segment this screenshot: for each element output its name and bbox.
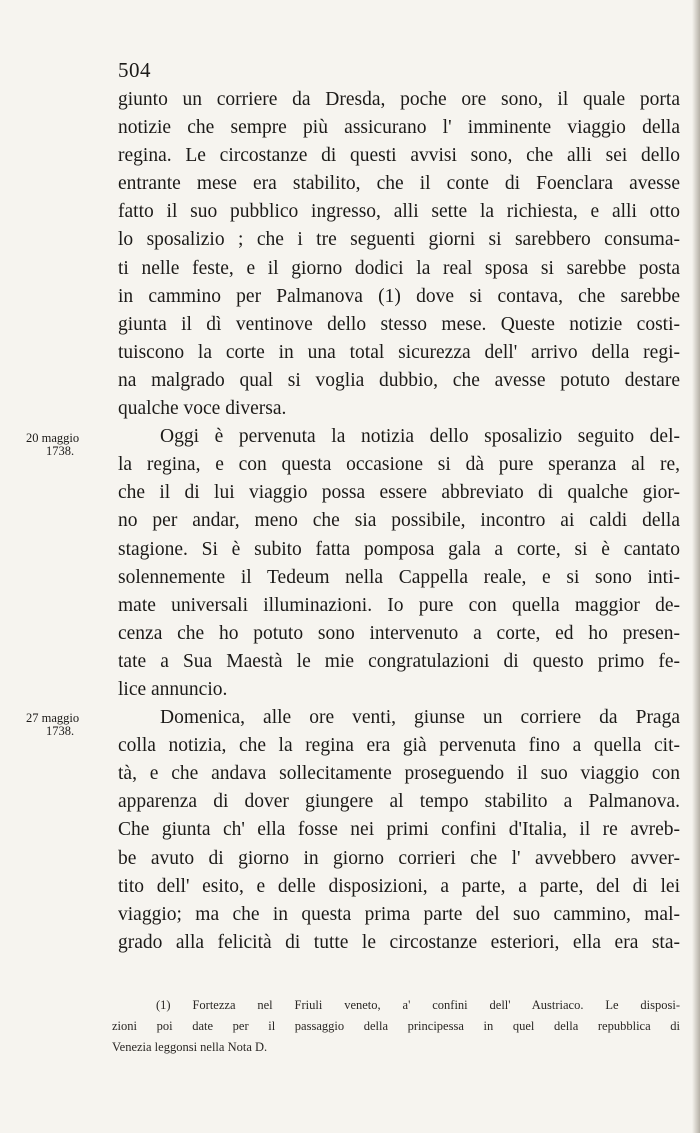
margin-note-year: 1738. xyxy=(46,724,75,738)
text-line: colla notizia, che la regina era già pervenuta fino a quella cit- xyxy=(118,735,680,757)
text-line: qualche voce diversa. xyxy=(118,398,287,420)
margin-note-date xyxy=(26,432,116,458)
text-line: fatto il suo pubblico ingresso, alli sette la richiesta, e alli otto xyxy=(118,201,680,223)
text-line: Oggi è pervenuta la notizia dello sposalizio seguito del- xyxy=(160,426,680,448)
text-line: tate a Sua Maestà le mie congratulazioni di questo primo fe- xyxy=(118,650,680,672)
text-line: no per andar, meno che sia possibile, incontro ai caldi della xyxy=(118,510,680,532)
body-text xyxy=(118,86,680,957)
footnote xyxy=(112,995,680,1058)
text-line: cenza che ho potuto sono intervenuto a corte, ed ho presen- xyxy=(118,622,680,644)
text-line: giunto un corriere da Dresda, poche ore sono, il quale porta xyxy=(118,89,680,110)
text-line: la regina, e con questa occasione si dà pure speranza al re, xyxy=(118,454,680,476)
text-line: tuiscono la corte in una total sicurezza dell' arrivo della regi- xyxy=(118,341,680,363)
text-line: tà, e che andava sollecitamente proseguendo il suo viaggio con xyxy=(118,763,680,785)
text-line: na malgrado qual si voglia dubbio, che avesse potuto destare xyxy=(118,369,680,391)
text-line: lo sposalizio ; che i tre seguenti giorni si sarebbero consuma- xyxy=(118,229,680,251)
text-line: viaggio; ma che in questa prima parte del suo cammino, mal- xyxy=(118,903,680,925)
text-line: regina. Le circostanze di questi avvisi sono, che alli sei dello xyxy=(118,145,680,167)
text-line: lice annuncio. xyxy=(118,678,228,700)
text-line: in cammino per Palmanova (1) dove si contava, che sarebbe xyxy=(118,285,680,307)
footnote-line: zioni poi date per il passaggio della principessa in quel della repubblica di xyxy=(112,1019,680,1033)
text-line: Domenica, alle ore venti, giunse un corriere da Praga xyxy=(160,707,680,729)
paragraph-2 xyxy=(118,423,680,704)
text-line: solennemente il Tedeum nella Cappella reale, e si sono inti- xyxy=(118,566,680,588)
margin-note-year: 1738. xyxy=(46,444,75,458)
text-line: giunta il dì ventinove dello stesso mese. Queste notizie costi- xyxy=(118,313,680,335)
footnote-line: (1) Fortezza nel Friuli veneto, a' confini dell' Austriaco. Le disposi- xyxy=(156,998,680,1012)
text-line: stagione. Si è subito fatta pomposa gala a corte, si è cantato xyxy=(118,538,680,560)
margin-note-day: 27 maggio xyxy=(26,711,80,725)
margin-note-day: 20 maggio xyxy=(26,431,80,445)
text-line: Che giunta ch' ella fosse nei primi confini d'Italia, il re avreb- xyxy=(118,819,680,841)
text-line: tito dell' esito, e delle disposizioni, a parte, a parte, del di lei xyxy=(118,875,680,897)
paragraph-1 xyxy=(118,86,680,423)
text-line: mate universali illuminazioni. Io pure con quella maggior de- xyxy=(118,594,680,616)
page-edge-shadow xyxy=(692,0,700,1133)
margin-note-date xyxy=(26,712,116,738)
text-line: ti nelle feste, e il giorno dodici la real sposa si sarebbe posta xyxy=(118,257,680,279)
paragraph-3 xyxy=(118,704,680,957)
footnote-line: Venezia leggonsi nella Nota D. xyxy=(112,1040,268,1054)
text-line: notizie che sempre più assicurano l' imminente viaggio della xyxy=(118,117,680,139)
text-line: grado alla felicità di tutte le circostanze esteriori, ella era sta- xyxy=(118,931,680,953)
text-line: be avuto di giorno in giorno corrieri che l' avvebbero avver- xyxy=(118,847,680,869)
text-line: che il di lui viaggio possa essere abbreviato di qualche gior- xyxy=(118,482,680,504)
page-number: 504 xyxy=(118,58,151,82)
text-line: entrante mese era stabilito, che il conte di Foenclara avesse xyxy=(118,173,680,195)
text-line: apparenza di dover giungere al tempo stabilito a Palmanova. xyxy=(118,791,680,813)
